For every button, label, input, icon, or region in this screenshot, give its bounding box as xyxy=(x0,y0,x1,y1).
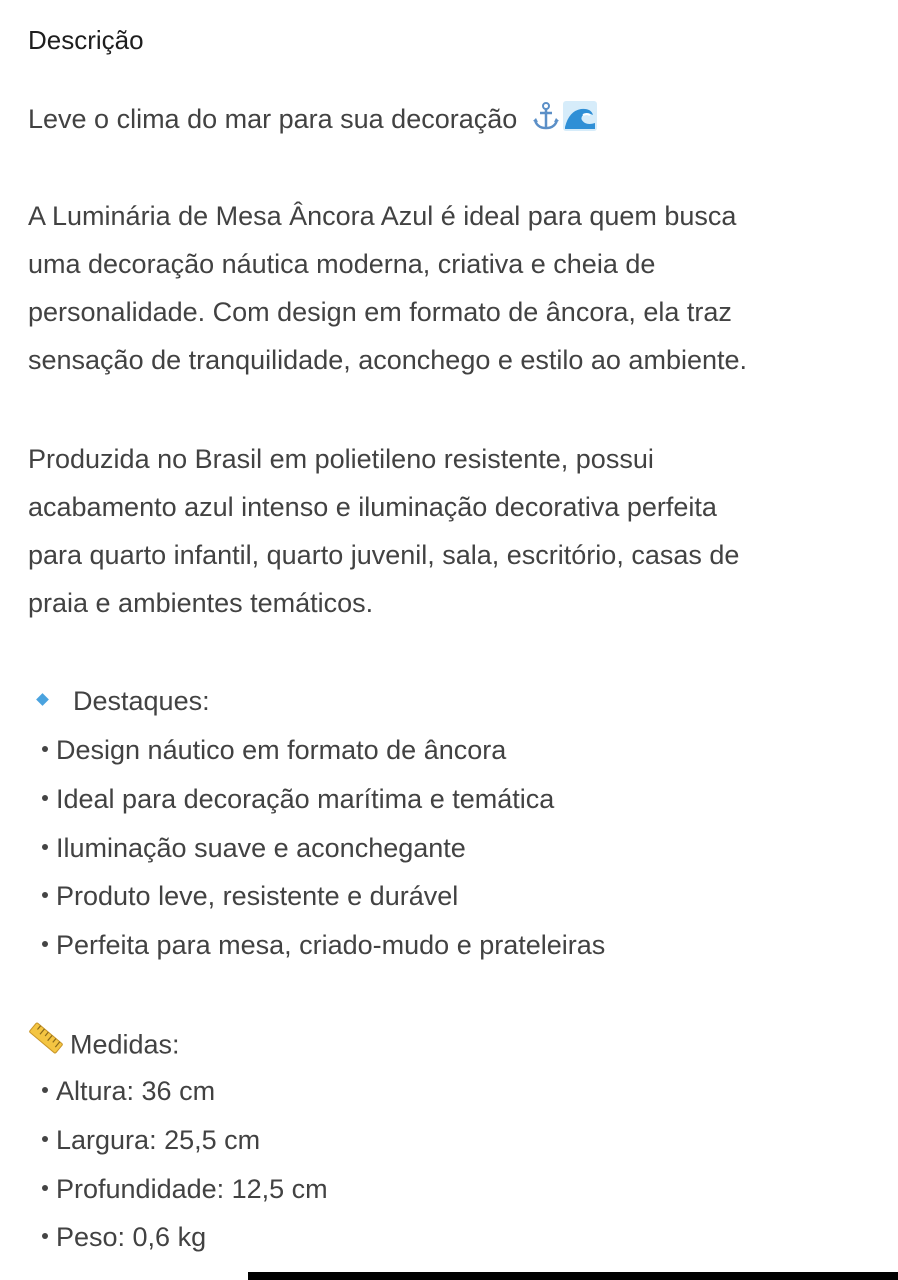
paragraph1-line: A Luminária de Mesa Âncora Azul é ideal para quem busca xyxy=(28,201,737,231)
measure-item xyxy=(42,1122,260,1158)
anchor-icon xyxy=(531,101,561,140)
intro-text: Leve o clima do mar para sua decoração xyxy=(28,104,518,134)
bullet-icon xyxy=(42,1136,48,1142)
paragraph2-line: praia e ambientes temáticos. xyxy=(28,588,374,618)
highlight-item xyxy=(42,781,554,817)
highlight-text: Ideal para decoração marítima e temática xyxy=(56,784,555,814)
intro-line xyxy=(28,101,597,140)
measures-heading xyxy=(28,1025,180,1068)
description-heading: Descrição xyxy=(28,25,144,55)
paragraph1-line: uma decoração náutica moderna, criativa e cheia de xyxy=(28,249,656,279)
paragraph1-line: personalidade. Com design em formato de âncora, ela traz xyxy=(28,297,732,327)
paragraph2-line: para quarto infantil, quarto juvenil, sala, escritório, casas de xyxy=(28,540,740,570)
measure-item xyxy=(42,1219,206,1255)
highlights-heading xyxy=(36,683,210,719)
bullet-icon xyxy=(42,746,48,752)
bottom-bar xyxy=(248,1272,898,1280)
bullet-icon xyxy=(42,941,48,947)
paragraph2-line: Produzida no Brasil em polietileno resistente, possui xyxy=(28,444,654,474)
measure-text: Profundidade: 12,5 cm xyxy=(56,1174,328,1204)
ruler-icon xyxy=(28,1021,64,1064)
highlight-text: Perfeita para mesa, criado-mudo e prateleiras xyxy=(56,930,606,960)
measure-text: Altura: 36 cm xyxy=(56,1076,216,1106)
bullet-icon xyxy=(42,1087,48,1093)
bullet-icon xyxy=(42,1185,48,1191)
bullet-icon xyxy=(42,844,48,850)
paragraph2-line: acabamento azul intenso e iluminação decorativa perfeita xyxy=(28,492,717,522)
bullet-icon xyxy=(42,1233,48,1239)
bullet-icon xyxy=(42,795,48,801)
measure-item xyxy=(42,1073,215,1109)
highlight-text: Design náutico em formato de âncora xyxy=(56,735,507,765)
measures-title: Medidas: xyxy=(70,1029,180,1060)
measure-text: Largura: 25,5 cm xyxy=(56,1125,261,1155)
highlight-item xyxy=(42,830,466,866)
bullet-icon xyxy=(42,892,48,898)
measure-text: Peso: 0,6 kg xyxy=(56,1222,207,1252)
paragraph1-line: sensação de tranquilidade, aconchego e estilo ao ambiente. xyxy=(28,345,748,375)
highlight-text: Iluminação suave e aconchegante xyxy=(56,833,466,863)
blue-diamond-icon xyxy=(36,694,49,707)
measure-item xyxy=(42,1171,328,1207)
highlight-item xyxy=(42,927,605,963)
highlight-text: Produto leve, resistente e durável xyxy=(56,881,459,911)
highlights-title: Destaques: xyxy=(73,686,210,716)
highlight-item xyxy=(42,878,458,914)
wave-icon xyxy=(563,101,597,140)
highlight-item xyxy=(42,732,506,768)
